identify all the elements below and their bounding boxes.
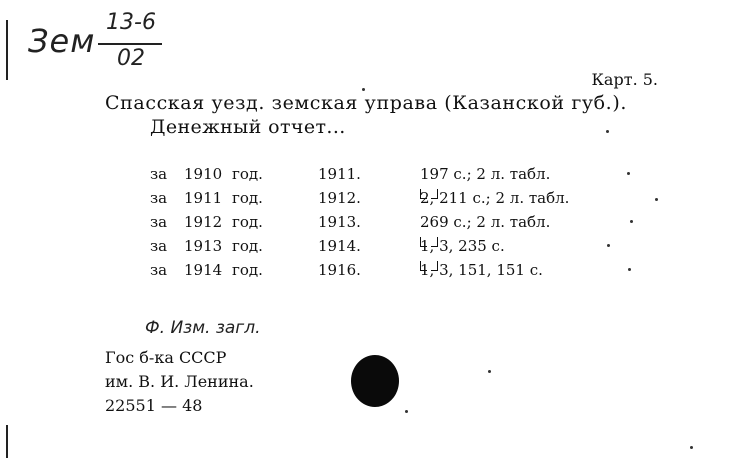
speck — [362, 88, 365, 91]
bracket-left-mark — [420, 237, 427, 247]
entry-preposition: за — [150, 213, 168, 231]
entry-description: , 211 с.; 2 л. табл. — [429, 189, 570, 207]
entry-year: 1913 — [184, 237, 223, 255]
speck — [627, 172, 630, 175]
catalog-code-denominator: 02 — [117, 46, 145, 71]
library-stamp-line1: Гос б-ка СССР — [105, 348, 227, 367]
entry-god: год. — [232, 237, 263, 255]
library-stamp-line2: им. В. И. Ленина. — [105, 372, 254, 391]
catalog-code-numerator: 13-6 — [106, 10, 156, 35]
bracket-right-mark — [431, 237, 438, 247]
entry-bracket-count: 2 — [420, 189, 430, 207]
entry-description-wrap — [420, 189, 569, 207]
card-edge-mark — [6, 20, 8, 80]
entry-year: 1914 — [184, 261, 223, 279]
entry-description: 197 с.; 2 л. табл. — [420, 165, 551, 183]
speck — [630, 220, 633, 223]
entry-row — [150, 165, 710, 187]
entry-year: 1912 — [184, 213, 223, 231]
speck — [606, 130, 609, 133]
entry-bracket-count: 1 — [420, 237, 430, 255]
entry-bracket-count: 1 — [420, 261, 430, 279]
entry-published: 1912. — [318, 189, 361, 207]
entry-description: , 3, 151, 151 с. — [429, 261, 543, 279]
entry-published: 1913. — [318, 213, 361, 231]
entry-published: 1911. — [318, 165, 361, 183]
card-number: Карт. 5. — [591, 70, 658, 89]
entry-row — [150, 213, 710, 235]
speck — [607, 244, 610, 247]
speck — [488, 370, 491, 373]
bracket-left-mark — [420, 189, 427, 199]
bracket-right-mark — [431, 261, 438, 271]
entry-published: 1914. — [318, 237, 361, 255]
speck — [628, 268, 631, 271]
speck — [405, 410, 408, 413]
card-title: Спасская уезд. земская управа (Казанской губ.). — [105, 92, 627, 114]
entry-god: год. — [232, 261, 263, 279]
entry-god: год. — [232, 165, 263, 183]
entry-row — [150, 237, 710, 259]
entry-description: 269 с.; 2 л. табл. — [420, 213, 551, 231]
speck — [655, 198, 658, 201]
entry-row — [150, 189, 710, 211]
entry-god: год. — [232, 189, 263, 207]
speck — [690, 446, 693, 449]
bracket-left-mark — [420, 261, 427, 271]
entry-preposition: за — [150, 261, 168, 279]
handwritten-note: Ф. Изм. загл. — [145, 318, 261, 338]
entry-description-wrap — [420, 237, 505, 255]
entry-description-wrap — [420, 261, 543, 279]
entry-published: 1916. — [318, 261, 361, 279]
ink-blot — [351, 355, 399, 407]
entry-preposition: за — [150, 189, 168, 207]
entry-row — [150, 261, 710, 283]
catalog-code-prefix: Зем — [28, 22, 96, 60]
catalog-code-fraction-bar — [98, 43, 162, 45]
entry-year: 1910 — [184, 165, 223, 183]
entry-year: 1911 — [184, 189, 223, 207]
entry-description: , 3, 235 с. — [429, 237, 505, 255]
library-stamp-line3: 22551 — 48 — [105, 396, 203, 415]
entry-preposition: за — [150, 237, 168, 255]
card-edge-mark — [6, 425, 8, 458]
bracket-right-mark — [431, 189, 438, 199]
entry-god: год. — [232, 213, 263, 231]
entry-preposition: за — [150, 165, 168, 183]
card-subtitle: Денежный отчет... — [150, 116, 346, 138]
